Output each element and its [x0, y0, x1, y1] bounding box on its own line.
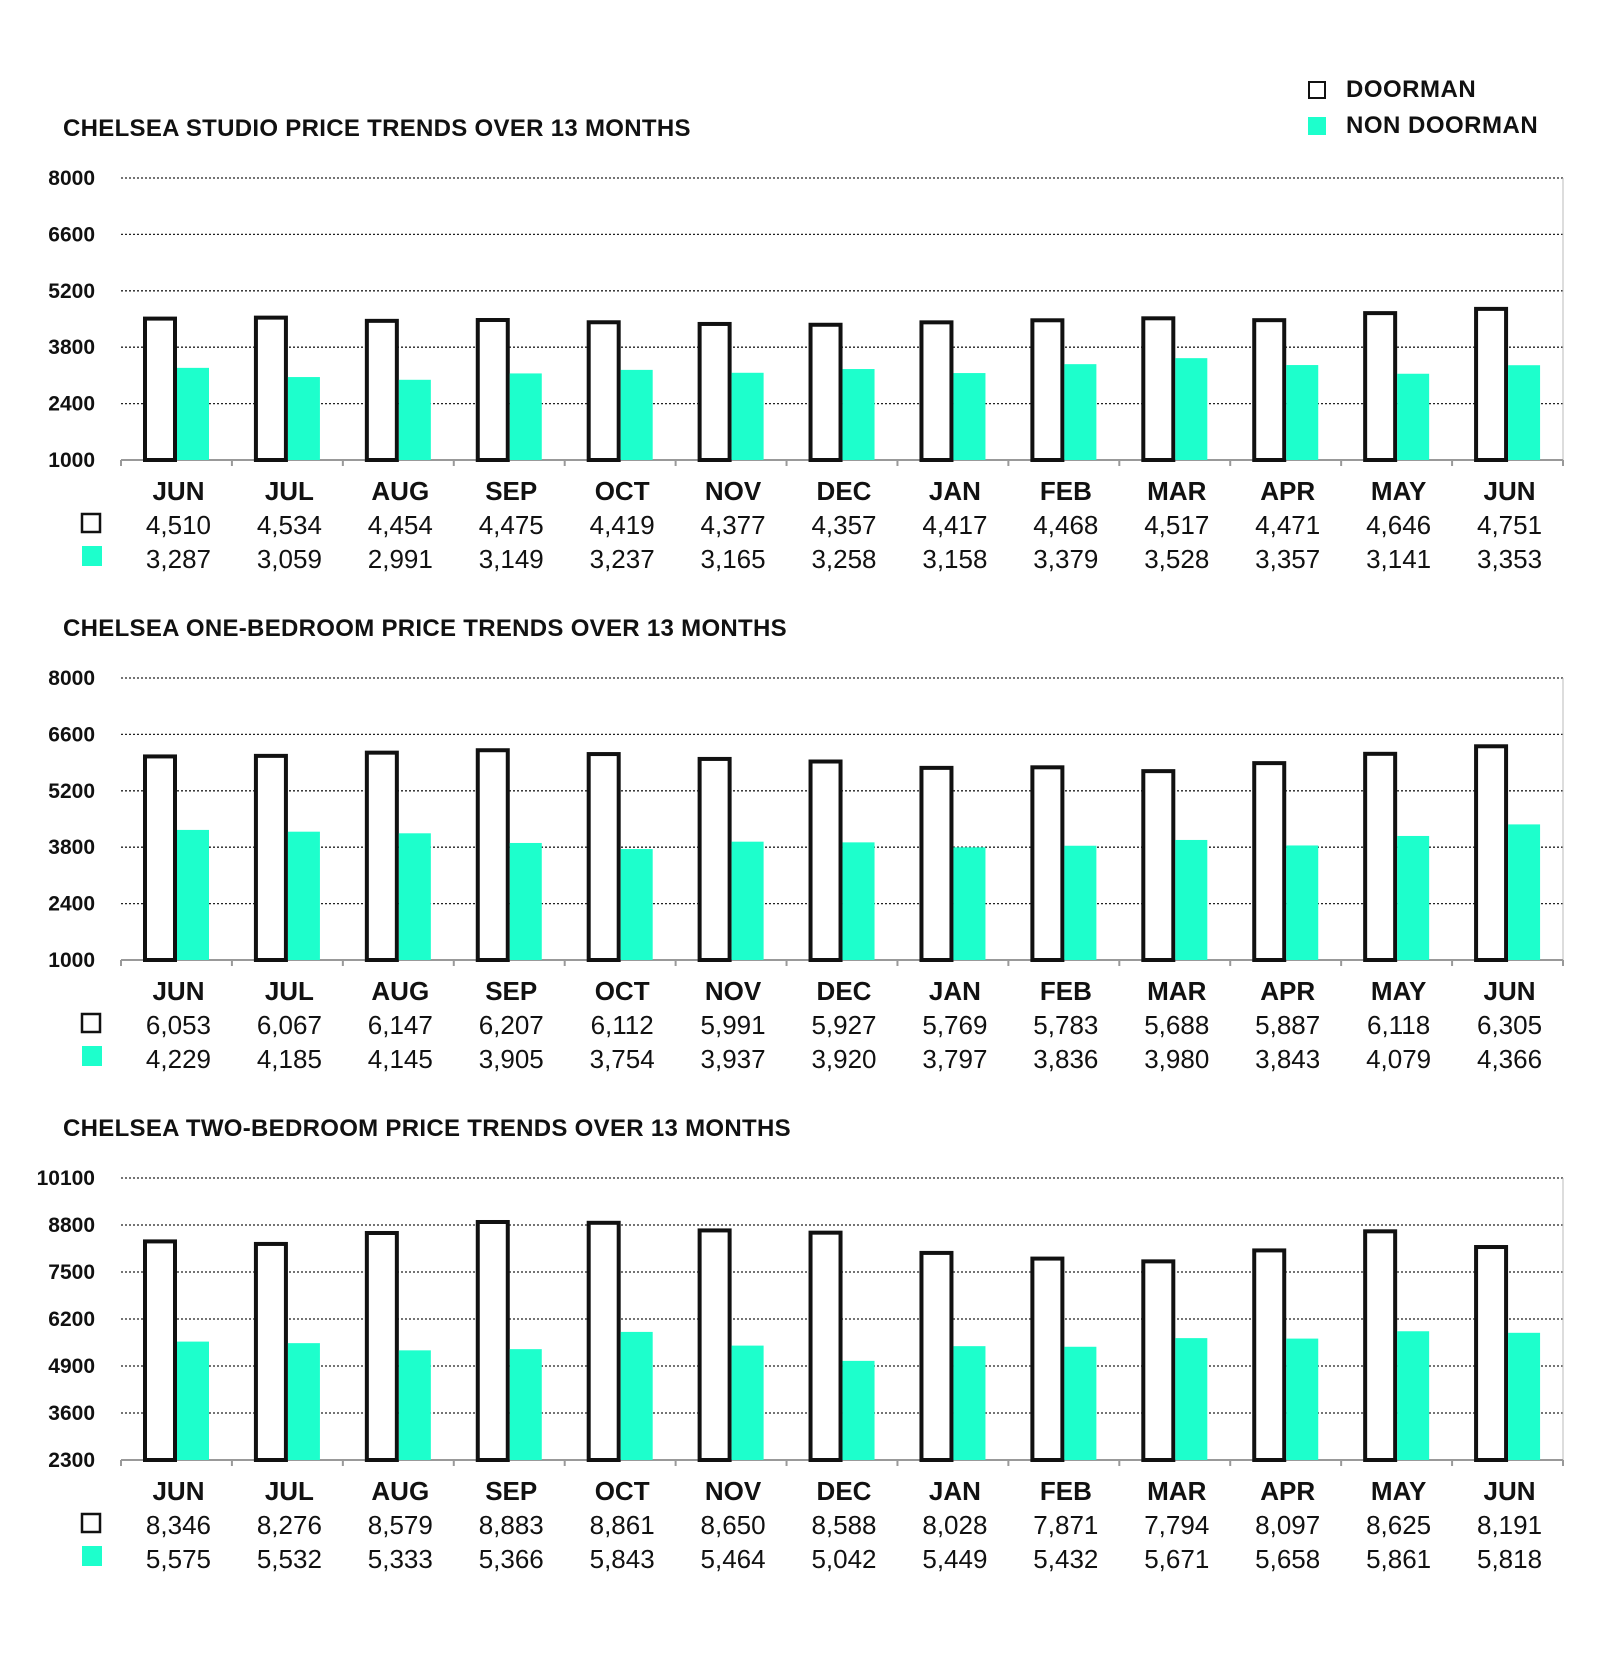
chart-title-studio: CHELSEA STUDIO PRICE TRENDS OVER 13 MONTHS — [63, 115, 691, 142]
doorman-value-label: 8,625 — [1366, 1510, 1432, 1540]
non-doorman-bar — [1397, 1331, 1429, 1460]
month-label: FEB — [1039, 976, 1092, 1006]
non-doorman-bar — [1286, 1339, 1318, 1460]
doorman-bar — [921, 1253, 951, 1460]
y-tick-label: 2300 — [48, 1449, 95, 1472]
month-label: JUN — [152, 476, 205, 506]
non-doorman-bar — [1508, 1333, 1540, 1460]
non-doorman-value-label: 3,059 — [256, 544, 322, 574]
month-label: DEC — [816, 976, 872, 1006]
non-doorman-value-label: 3,149 — [478, 544, 544, 574]
doorman-value-label: 6,118 — [1367, 1010, 1431, 1040]
doorman-value-label: 8,346 — [145, 1510, 212, 1540]
non-doorman-bar — [953, 1346, 985, 1460]
doorman-row-key-icon — [82, 1514, 100, 1532]
y-tick-label: 3800 — [48, 336, 95, 360]
month-label: MAR — [1147, 1476, 1207, 1506]
doorman-value-label: 5,927 — [811, 1010, 877, 1040]
month-label: APR — [1260, 1476, 1316, 1506]
y-tick-label: 4900 — [48, 1355, 95, 1378]
non-doorman-value-label: 3,905 — [478, 1044, 544, 1074]
non-doorman-bar — [1064, 1347, 1096, 1460]
non-doorman-value-label: 3,797 — [922, 1044, 988, 1074]
month-label: JAN — [928, 1476, 981, 1506]
non-doorman-value-label: 4,145 — [367, 1044, 433, 1074]
month-label: AUG — [371, 1476, 430, 1506]
non-doorman-value-label: 3,843 — [1255, 1044, 1321, 1074]
non-doorman-value-label: 5,575 — [145, 1544, 212, 1574]
month-label: APR — [1260, 476, 1316, 506]
doorman-bar — [145, 1241, 175, 1460]
non-doorman-value-label: 5,449 — [922, 1544, 988, 1574]
month-label: AUG — [371, 976, 430, 1006]
non-doorman-value-label: 5,333 — [367, 1544, 433, 1574]
legend-label-doorman: DOORMAN — [1346, 76, 1477, 103]
non-doorman-value-label: 3,353 — [1476, 544, 1543, 574]
month-label: MAY — [1370, 1476, 1427, 1506]
chart-title-two-bedroom: CHELSEA TWO-BEDROOM PRICE TRENDS OVER 13 MONTHS — [63, 1115, 791, 1142]
month-label: JUL — [264, 1476, 314, 1506]
doorman-value-label: 6,207 — [478, 1010, 544, 1040]
y-tick-label: 3600 — [48, 1402, 95, 1425]
doorman-value-label: 5,769 — [922, 1010, 988, 1040]
non-doorman-value-label: 3,357 — [1255, 544, 1321, 574]
doorman-value-label: 5,688 — [1144, 1010, 1210, 1040]
doorman-value-label: 8,276 — [256, 1510, 322, 1540]
doorman-value-label: 4,454 — [367, 510, 433, 540]
non-doorman-value-label: 3,920 — [811, 1044, 877, 1074]
y-tick-label: 6200 — [48, 1308, 95, 1331]
non-doorman-value-label: 3,165 — [700, 544, 766, 574]
non-doorman-bar — [732, 1346, 764, 1460]
doorman-bar — [589, 1223, 619, 1460]
month-label: NOV — [704, 1476, 762, 1506]
y-tick-label: 8000 — [48, 667, 95, 690]
month-label: JUN — [152, 1476, 205, 1506]
month-label: NOV — [704, 976, 762, 1006]
month-label: NOV — [704, 476, 762, 506]
month-label: AUG — [371, 476, 430, 506]
non-doorman-value-label: 5,861 — [1366, 1544, 1432, 1574]
month-label: SEP — [485, 1476, 538, 1506]
non-doorman-value-label: 5,843 — [589, 1544, 655, 1574]
doorman-bar — [256, 1244, 286, 1460]
doorman-value-label: 4,377 — [700, 510, 766, 540]
doorman-bar — [1476, 1247, 1506, 1460]
y-tick-label: 5200 — [48, 779, 95, 803]
month-label: MAR — [1147, 976, 1207, 1006]
y-tick-label: 1000 — [48, 949, 95, 972]
non-doorman-value-label: 4,185 — [256, 1044, 322, 1074]
doorman-bar — [1032, 1259, 1062, 1460]
non-doorman-value-label: 4,366 — [1476, 1044, 1543, 1074]
y-tick-label: 2400 — [48, 392, 95, 416]
non-doorman-value-label: 3,237 — [589, 544, 655, 574]
non-doorman-value-label: 3,836 — [1033, 1044, 1099, 1074]
doorman-value-label: 4,468 — [1033, 510, 1099, 540]
month-label: SEP — [485, 976, 538, 1006]
doorman-value-label: 4,419 — [589, 510, 655, 540]
y-tick-label: 7500 — [48, 1261, 95, 1284]
non-doorman-value-label: 4,079 — [1366, 1044, 1432, 1074]
non-doorman-value-label: 3,379 — [1033, 544, 1099, 574]
month-label: DEC — [816, 1476, 872, 1506]
doorman-value-label: 6,067 — [256, 1010, 322, 1040]
non-doorman-value-label: 5,464 — [700, 1544, 766, 1574]
non-doorman-value-label: 3,141 — [1366, 544, 1432, 574]
month-label: DEC — [816, 476, 872, 506]
y-tick-label: 1000 — [48, 449, 95, 472]
doorman-value-label: 4,517 — [1144, 510, 1210, 540]
month-label: OCT — [594, 1476, 650, 1506]
non-doorman-row-key-icon — [82, 1546, 102, 1566]
doorman-bar — [367, 1233, 397, 1460]
month-label: JUN — [1483, 476, 1536, 506]
non-doorman-value-label: 3,158 — [922, 544, 988, 574]
month-label: MAY — [1370, 976, 1427, 1006]
y-tick-label: 8000 — [48, 167, 95, 190]
doorman-value-label: 4,471 — [1255, 510, 1321, 540]
doorman-value-label: 4,475 — [478, 510, 544, 540]
non-doorman-value-label: 3,528 — [1144, 544, 1210, 574]
doorman-value-label: 4,751 — [1476, 510, 1543, 540]
non-doorman-value-label: 4,229 — [145, 1044, 212, 1074]
doorman-value-label: 4,534 — [256, 510, 322, 540]
doorman-value-label: 5,887 — [1255, 1010, 1321, 1040]
y-tick-label: 10100 — [36, 1167, 95, 1190]
month-label: OCT — [594, 976, 650, 1006]
non-doorman-value-label: 5,432 — [1033, 1544, 1099, 1574]
doorman-bar — [811, 1233, 841, 1460]
non-doorman-bar — [621, 1332, 653, 1460]
non-doorman-value-label: 3,937 — [700, 1044, 766, 1074]
doorman-value-label: 4,417 — [922, 510, 988, 540]
doorman-bar — [1365, 1231, 1395, 1460]
non-doorman-value-label: 2,991 — [367, 544, 433, 574]
doorman-value-label: 7,871 — [1033, 1510, 1099, 1540]
doorman-value-label: 6,305 — [1476, 1010, 1543, 1040]
month-label: MAY — [1370, 476, 1427, 506]
non-doorman-value-label: 5,658 — [1255, 1544, 1321, 1574]
y-tick-label: 3800 — [48, 836, 95, 860]
month-label: JUN — [1483, 976, 1536, 1006]
doorman-value-label: 4,357 — [811, 510, 877, 540]
non-doorman-value-label: 5,366 — [478, 1544, 544, 1574]
doorman-value-label: 8,028 — [922, 1510, 988, 1540]
y-tick-label: 8800 — [48, 1214, 95, 1237]
doorman-bar — [1254, 1250, 1284, 1460]
month-label: OCT — [594, 476, 650, 506]
non-doorman-bar — [510, 1349, 542, 1460]
doorman-value-label: 7,794 — [1144, 1510, 1210, 1540]
doorman-value-label: 8,650 — [700, 1510, 766, 1540]
doorman-value-label: 5,991 — [700, 1010, 766, 1040]
month-label: FEB — [1039, 476, 1092, 506]
non-doorman-bar — [843, 1361, 875, 1460]
doorman-value-label: 4,646 — [1366, 510, 1432, 540]
non-doorman-value-label: 5,671 — [1144, 1544, 1210, 1574]
month-label: JUL — [264, 476, 314, 506]
non-doorman-value-label: 5,818 — [1476, 1544, 1543, 1574]
month-label: JAN — [928, 476, 981, 506]
non-doorman-bar — [177, 1342, 209, 1460]
doorman-value-label: 8,883 — [478, 1510, 544, 1540]
doorman-bar — [478, 1222, 508, 1460]
doorman-value-label: 8,588 — [811, 1510, 877, 1540]
month-label: FEB — [1039, 1476, 1092, 1506]
doorman-value-label: 5,783 — [1033, 1010, 1099, 1040]
month-label: MAR — [1147, 476, 1207, 506]
doorman-value-label: 8,097 — [1255, 1510, 1321, 1540]
doorman-value-label: 4,510 — [145, 510, 212, 540]
chart-title-one-bedroom: CHELSEA ONE-BEDROOM PRICE TRENDS OVER 13 MONTHS — [63, 615, 787, 642]
non-doorman-value-label: 3,258 — [811, 544, 877, 574]
y-tick-label: 2400 — [48, 892, 95, 916]
y-tick-label: 6600 — [48, 723, 95, 747]
legend-label-non-doorman: NON DOORMAN — [1346, 112, 1539, 139]
doorman-bar — [700, 1230, 730, 1460]
month-label: JUL — [264, 976, 314, 1006]
doorman-value-label: 8,861 — [589, 1510, 655, 1540]
month-label: APR — [1260, 976, 1316, 1006]
month-label: SEP — [485, 476, 538, 506]
non-doorman-bar — [288, 1343, 320, 1460]
non-doorman-value-label: 3,287 — [145, 544, 212, 574]
y-tick-label: 6600 — [48, 223, 95, 247]
doorman-value-label: 8,579 — [367, 1510, 433, 1540]
month-label: JUN — [152, 976, 205, 1006]
month-label: JUN — [1483, 1476, 1536, 1506]
doorman-bar — [1143, 1261, 1173, 1460]
non-doorman-bar — [1175, 1338, 1207, 1460]
doorman-value-label: 6,053 — [145, 1010, 212, 1040]
doorman-value-label: 6,112 — [590, 1010, 654, 1040]
doorman-value-label: 8,191 — [1476, 1510, 1543, 1540]
non-doorman-value-label: 3,980 — [1144, 1044, 1210, 1074]
doorman-value-label: 6,147 — [367, 1010, 433, 1040]
y-tick-label: 5200 — [48, 279, 95, 303]
non-doorman-value-label: 3,754 — [589, 1044, 655, 1074]
non-doorman-value-label: 5,532 — [256, 1544, 322, 1574]
month-label: JAN — [928, 976, 981, 1006]
non-doorman-bar — [399, 1350, 431, 1460]
non-doorman-value-label: 5,042 — [811, 1544, 877, 1574]
